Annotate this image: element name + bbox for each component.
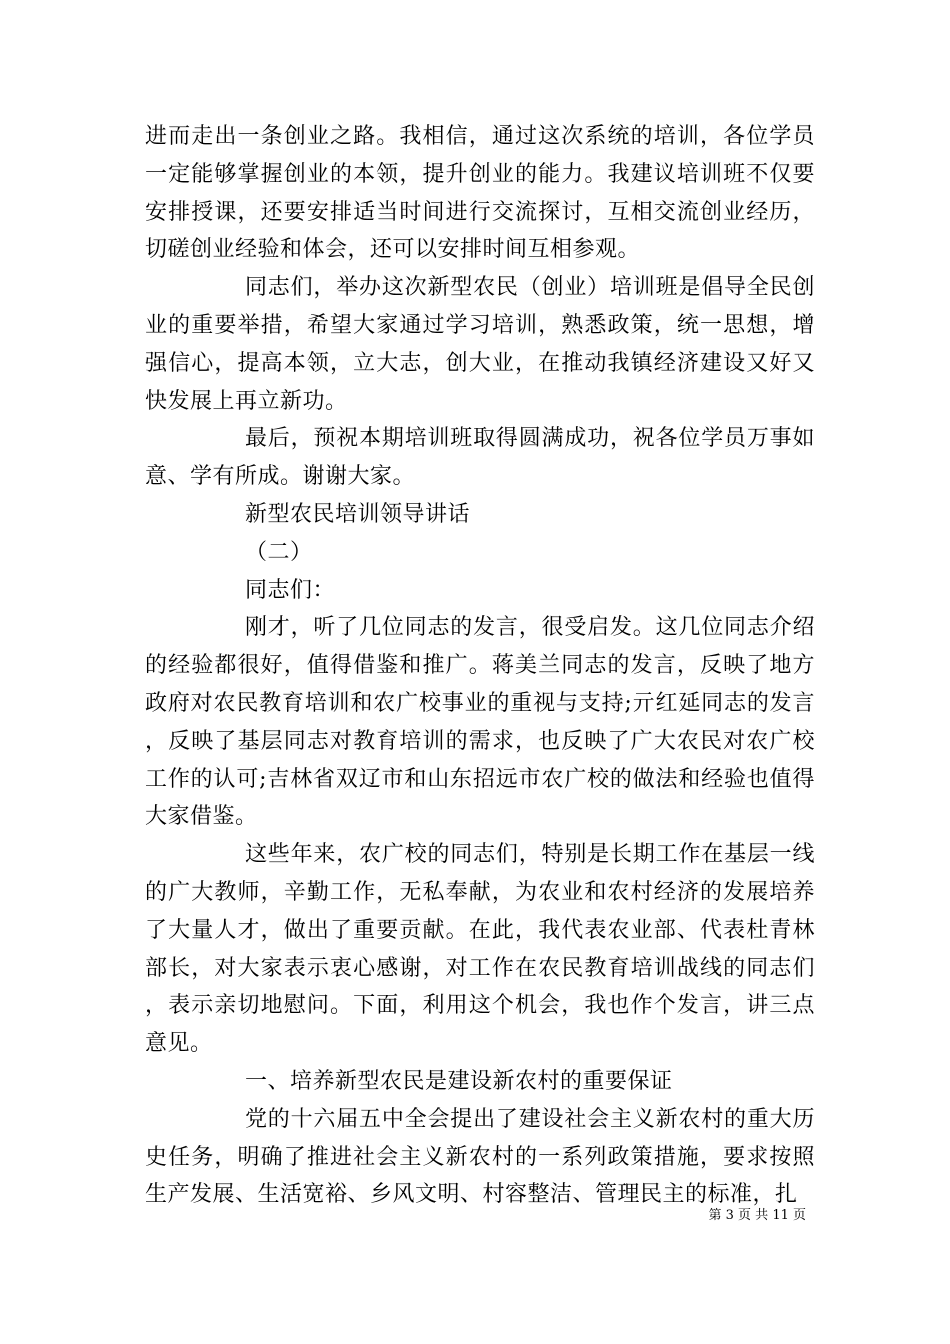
page-number: 第 3 页 共 11 页 bbox=[708, 1208, 806, 1223]
paragraph-thanks: 这些年来，农广校的同志们，特别是长期工作在基层一线的广大教师，辛勤工作，无私奉献，为农业和农村经济的发展培养了大量人才，做出了重要贡献。在此，我代表农业部、代表杜青林部长，对大家表示衷心感谢，对工作在农民教育培训战线的同志们，表示亲切地慰问。下面，利用这个机会，我也作个发言，讲三点意见。 bbox=[145, 842, 815, 1057]
section-title: 新型农民培训领导讲话 bbox=[245, 501, 471, 527]
paragraph-new-countryside: 党的十六届五中全会提出了建设社会主义新农村的重大历史任务，明确了推进社会主义新农村的一系列政策措施，要求按照生产发展、生活宽裕、乡风文明、村容整洁、管理民主的标准，扎 bbox=[145, 1106, 815, 1208]
salutation: 同志们： bbox=[245, 577, 336, 603]
paragraph-closing-wishes: 最后，预祝本期培训班取得圆满成功，祝各位学员万事如意、学有所成。谢谢大家。 bbox=[145, 426, 815, 490]
section-number: （二） bbox=[245, 539, 313, 565]
paragraph-continuation: 进而走出一条创业之路。我相信，通过这次系统的培训，各位学员一定能够掌握创业的本领，提升创业的能力。我建议培训班不仅要安排授课，还要安排适当时间进行交流探讨，互相交流创业经历，切磋创业经验和体会，还可以安排时间互相参观。 bbox=[145, 124, 815, 263]
paragraph-speeches: 刚才，听了几位同志的发言，很受启发。这几位同志介绍的经验都很好，值得借鉴和推广。蒋美兰同志的发言，反映了地方政府对农民教育培训和农广校事业的重视与支持;亓红延同志的发言，反映了基层同志对教育培训的需求，也反映了广大农民对农广校工作的认可;吉林省双辽市和山东招远市农广校的做法和经验也值得大家借鉴。 bbox=[145, 615, 815, 830]
paragraph-initiative: 同志们，举办这次新型农民（创业）培训班是倡导全民创业的重要举措，希望大家通过学习培训，熟悉政策，统一思想，增强信心，提高本领，立大志，创大业，在推动我镇经济建设又好又快发展上再立新功。 bbox=[145, 275, 815, 414]
heading-point-one: 一、培养新型农民是建设新农村的重要保证 bbox=[245, 1068, 673, 1094]
body-text bbox=[145, 118, 815, 1214]
